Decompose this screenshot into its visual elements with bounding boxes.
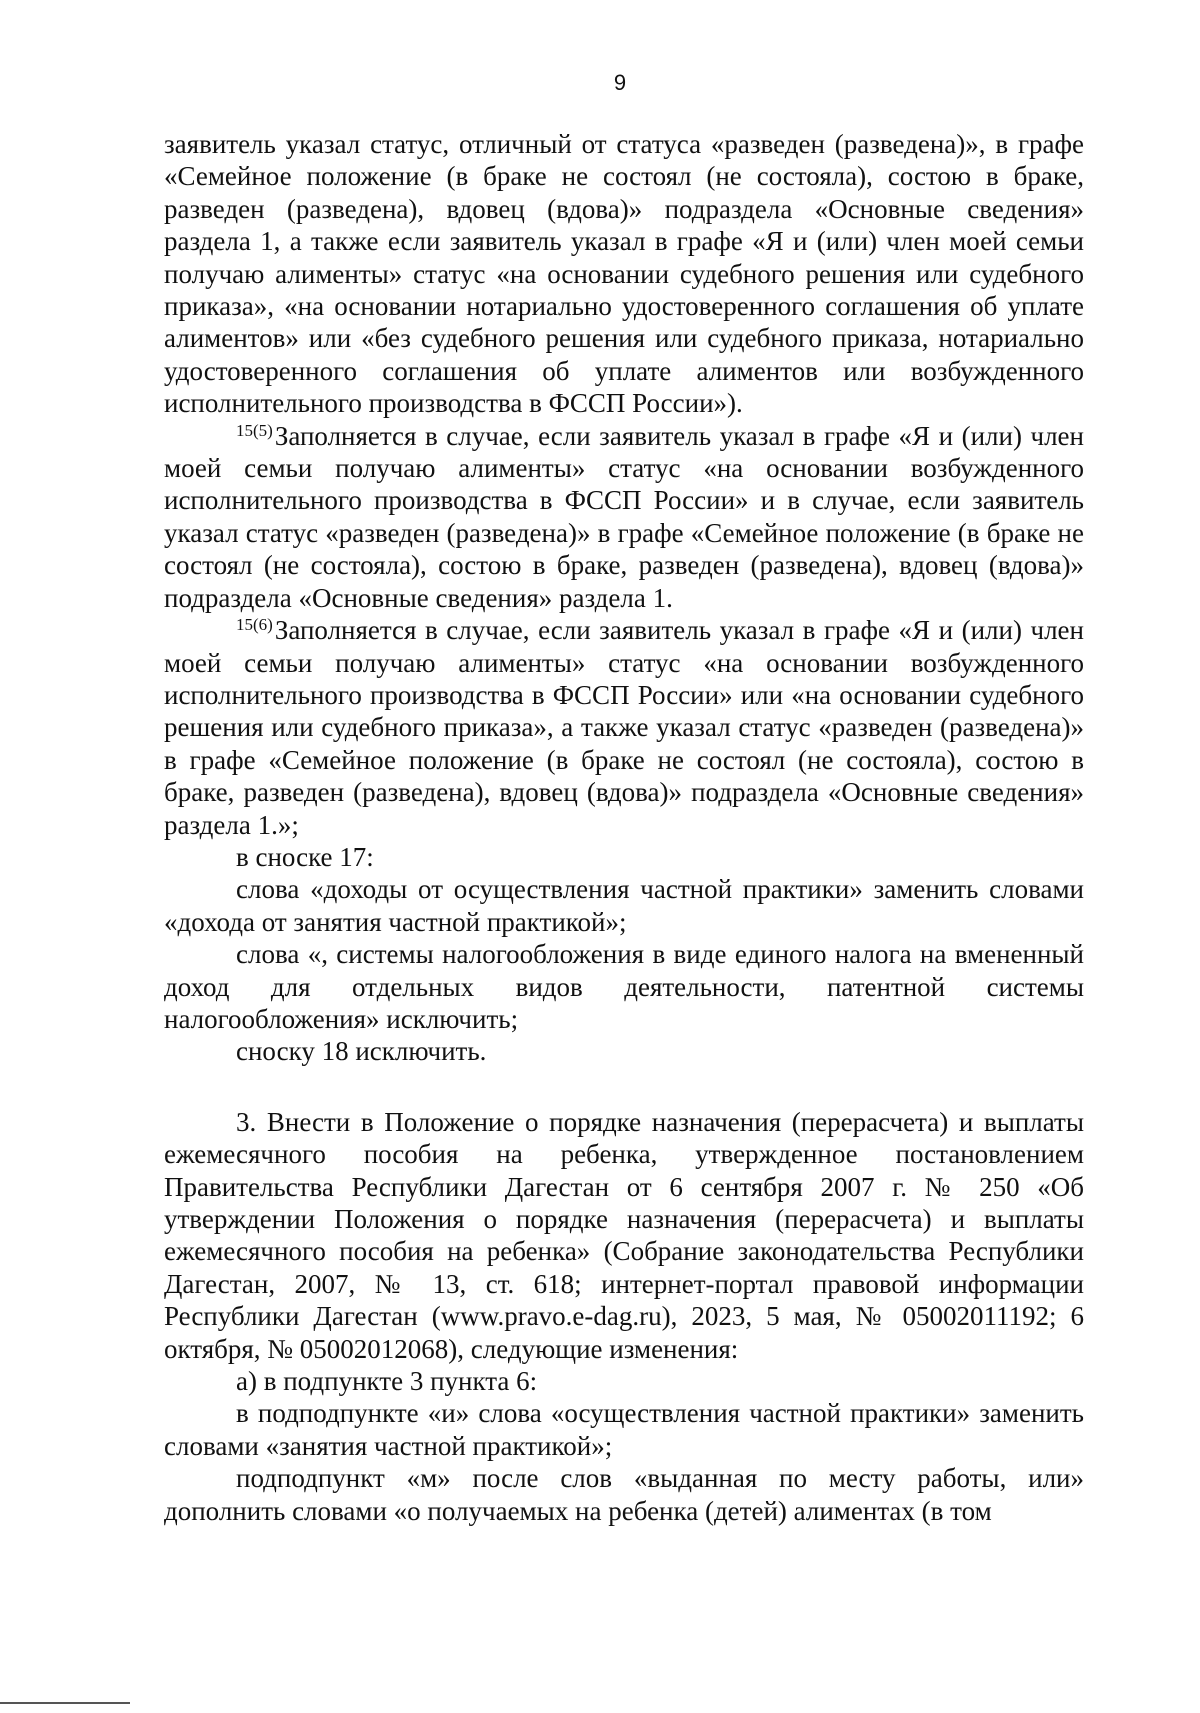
footnote-marker: 15(5) [236,420,273,440]
subpoint-m: подподпункт «м» после слов «выданная по месту работы, или» дополнить словами «о получаемых на ребенка (детей) алиментах (в том [164,1463,1084,1526]
paragraph-continuation: заявитель указал статус, отличный от статуса «разведен (разведена)», в графе «Семейное положение (в браке не состоял (не состояла), состою в браке, разведен (разведена), вдовец (вдова)» подраздела «Основные сведения» раздела 1, а также если заявитель указал в графе «Я и (или) член моей семьи получаю алименты» статус «на основании судебного решения или судебного приказа», «на основании нотариально удостоверенного соглашения об уплате алиментов» или «без судебного решения или судебного приказа, нотариально удостоверенного соглашения об уплате алиментов или возбужденного исполнительного производства в ФССП России»). [164,129,1084,419]
paragraph-text: Заполняется в случае, если заявитель указал в графе «Я и (или) член моей семьи получаю алименты» статус «на основании возбужденного исполнительного производства в ФССП России» или «на основании судебного решения или судебного приказа», а также указал статус «разведен (разведена)» в графе «Семейное положение (в браке не состоял (не состояла), состою в браке, разведен (разведена), вдовец (вдова)» подраздела «Основные сведения» раздела 1.»; [164,615,1084,840]
section-3-paragraph: 3. Внести в Положение о порядке назначения (перерасчета) и выплаты ежемесячного пособия на ребенка, утвержденное постановлением Правительства Республики Дагестан от 6 сентября 2007 г. № 250 «Об утверждении Положения о порядке назначения (перерасчета) и выплаты ежемесячного пособия на ребенка» (Собрание законодательства Республики Дагестан, 2007, № 13, ст. 618; интернет-портал правовой информации Республики Дагестан (www.pravo.e-dag.ru), 2023, 5 мая, № 05002011192; 6 октября, № 05002012068), следующие изменения: [164,1106,1084,1364]
paragraph-exclude-words: слова «, системы налогообложения в виде единого налога на вмененный доход для отдельных видов деятельности, патентной системы налогообложения» исключить; [164,939,1084,1034]
subpoint-i: в подподпункте «и» слова «осуществления частной практики» заменить словами «занятия частной практикой»; [164,1398,1084,1461]
paragraph-text: Заполняется в случае, если заявитель указал в графе «Я и (или) член моей семьи получаю алименты» статус «на основании возбужденного исполнительного производства в ФССП России» и в случае, если заявитель указал статус «разведен (разведена)» в графе «Семейное положение (в браке не состоял (не состояла), состою в браке, разведен (разведена), вдовец (вдова)» подраздела «Основные сведения» раздела 1. [164,420,1084,613]
footnote-15-6 [164,614,1084,841]
page-number: 9 [613,70,627,95]
footnote-15-5 [164,420,1084,614]
paragraph-footnote-17: в сноске 17: [236,841,374,872]
subpoint-a: а) в подпункте 3 пункта 6: [236,1366,538,1397]
footnote-marker: 15(6) [236,615,273,635]
paragraph-exclude-footnote-18: сноску 18 исключить. [236,1036,487,1067]
paragraph-replace-words: слова «доходы от осуществления частной практики» заменить словами «дохода от занятия частной практикой»; [164,874,1084,937]
document-body [164,128,1084,1527]
scan-edge-line [0,1702,130,1704]
